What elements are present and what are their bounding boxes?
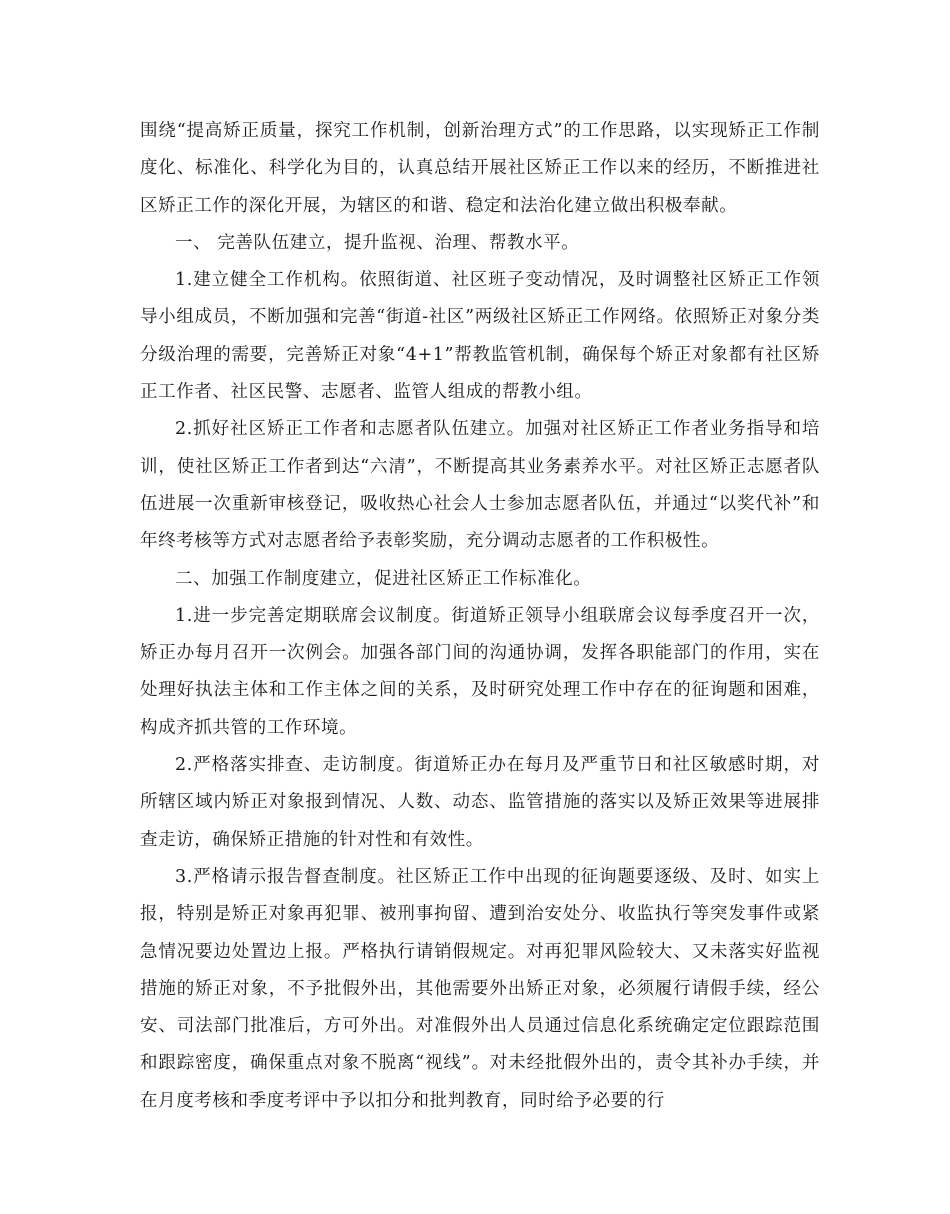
paragraph-2-2: 2.严格落实排查、走访制度。街道矫正办在每月及严重节日和社区敏感时期，对所辖区域内矫正对象报到情况、人数、动态、监管措施的落实以及矫正效果等进展排查走访，确保矫正措施的针对性和有效性。 (140, 755, 820, 850)
paragraph-2-1: 1.进一步完善定期联席会议制度。街道矫正领导小组联席会议每季度召开一次，矫正办每月召开一次例会。加强各部门间的沟通协调，发挥各职能部门的作用，实在处理好执法主体和工作主体之间的关系，及时研究处理工作中存在的征询题和困难，构成齐抓共管的工作环境。 (140, 605, 820, 738)
paragraph-1-2: 2.抓好社区矫正工作者和志愿者队伍建立。加强对社区矫正工作者业务指导和培训，使社区矫正工作者到达“六清”，不断提高其业务素养水平。对社区矫正志愿者队伍进展一次重新审核登记，吸收热心社会人士参加志愿者队伍，并通过“以奖代补”和年终考核等方式对志愿者给予表彰奖励，充分调动志愿者的工作积极性。 (140, 419, 820, 552)
paragraph-intro: 围绕“提高矫正质量，探究工作机制，创新治理方式”的工作思路，以实现矫正工作制度化、标准化、科学化为目的，认真总结开展社区矫正工作以来的经历，不断推进社区矫正工作的深化开展，为辖区的和谐、稳定和法治化建立做出积极奉献。 (140, 121, 820, 216)
heading-section-1: 一、 完善队伍建立，提升监视、治理、帮教水平。 (175, 232, 580, 253)
paragraph-1-1: 1.建立健全工作机构。依照街道、社区班子变动情况，及时调整社区矫正工作领导小组成员，不断加强和完善“街道-社区”两级社区矫正工作网络。依照矫正对象分类分级治理的需要，完善矫正对象“4+1”帮教监管机制，确保每个矫正对象都有社区矫正工作者、社区民警、志愿者、监管人组成的帮教小组。 (140, 270, 820, 403)
paragraph-2-3: 3.严格请示报告督查制度。社区矫正工作中出现的征询题要逐级、及时、如实上报，特别是矫正对象再犯罪、被刑事拘留、遭到治安处分、收监执行等突发事件或紧急情况要边处置边上报。严格执行请销假规定。对再犯罪风险较大、又未落实好监视措施的矫正对象，不予批假外出，其他需要外出矫正对象，必须履行请假手续，经公安、司法部门批准后，方可外出。对准假外出人员通过信息化系统确定定位跟踪范围和跟踪密度，确保重点对象不脱离“视线”。对未经批假外出的，责令其补办手续，并在月度考核和季度考评中予以扣分和批判教育，同时给予必要的行 (140, 866, 820, 1111)
document-body (140, 113, 820, 1120)
heading-section-2: 二、加强工作制度建立，促进社区矫正工作标准化。 (175, 568, 592, 589)
